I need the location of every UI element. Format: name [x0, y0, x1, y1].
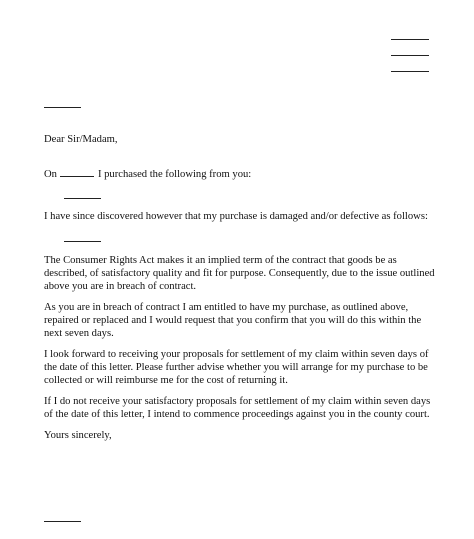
- closing-line: Yours sincerely,: [44, 430, 112, 441]
- settlement-proposal-paragraph: I look forward to receiving your proposals for settlement of my claim within seven days of the date of this letter. Please further advise whether you will arrange for my purchase to be collected or will reimburse me for the cost of returning it.: [44, 349, 429, 386]
- signature-blank-line: [44, 521, 81, 522]
- purchase-sentence-start: On: [44, 169, 57, 180]
- date-blank-line: [44, 107, 81, 108]
- sender-address-line-1: [391, 39, 429, 40]
- salutation: Dear Sir/Madam,: [44, 134, 118, 145]
- court-proceedings-paragraph: If I do not receive your satisfactory proposals for settlement of my claim within seven days of the date of this letter, I intend to commence proceedings against you in the county court.: [44, 396, 431, 420]
- purchase-sentence-end: I purchased the following from you:: [97, 169, 252, 180]
- repair-request-paragraph: As you are in breach of contract I am entitled to have my purchase, as outlined above, repaired or replaced and I would request that you confirm that you will do this within the next seven days.: [44, 302, 422, 339]
- consumer-rights-paragraph: The Consumer Rights Act makes it an implied term of the contract that goods be as described, of satisfactory quality and fit for purpose. Consequently, due to the issue outlined above you are in breach of contract.: [44, 255, 435, 292]
- purchase-date-blank: [60, 167, 94, 177]
- purchase-sentence: [44, 167, 439, 181]
- sender-address-line-2: [391, 55, 429, 56]
- sender-address-line-3: [391, 71, 429, 72]
- defect-intro: I have since discovered however that my purchase is damaged and/or defective as follows:: [44, 211, 428, 222]
- purchased-item-blank-line: [64, 198, 101, 199]
- defect-description-blank-line: [64, 241, 101, 242]
